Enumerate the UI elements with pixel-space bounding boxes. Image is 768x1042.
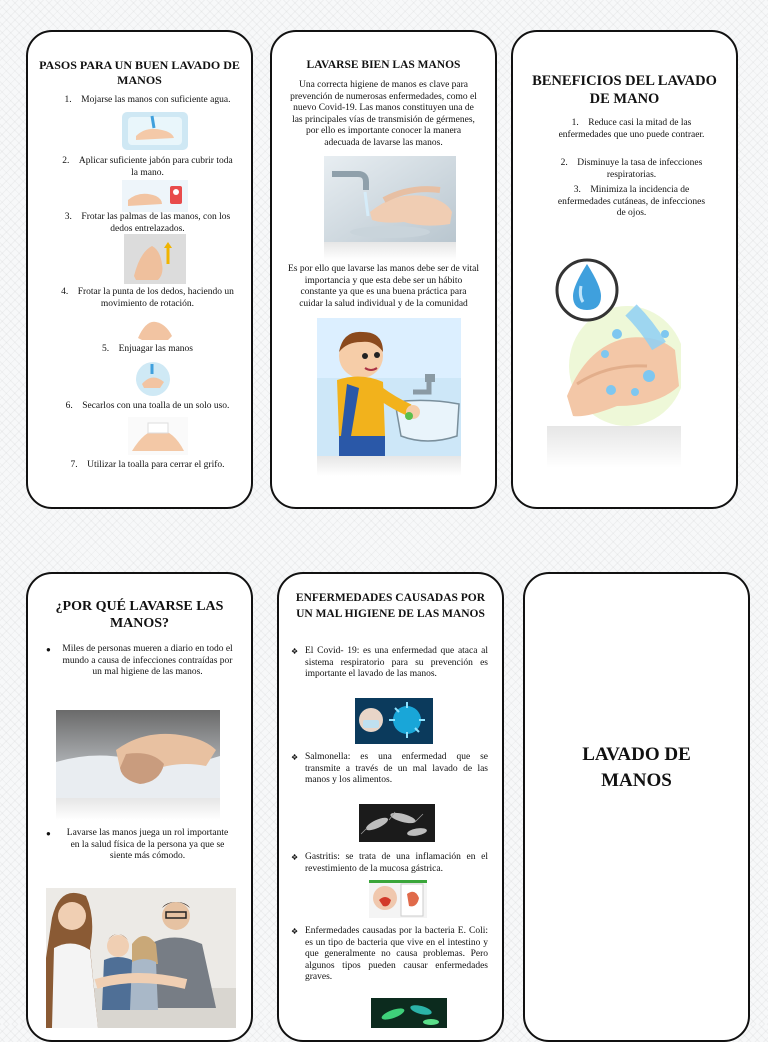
- why-bullet-2-text: Lavarse las manos juega un rol importante en la salud física de la persona ya que se siente más cómodo.: [66, 828, 229, 861]
- step-6: 6. Secarlos con una toalla de un solo uso.: [65, 401, 230, 411]
- step-6-image: [128, 417, 188, 455]
- disease-covid-text: El Covid- 19: es una enfermedad que ataca al sistema respiratorio para su prevención es importante el lavado de las manos.: [305, 646, 488, 679]
- panel-cover: [523, 572, 750, 1042]
- step-2-image: [122, 180, 188, 212]
- cover-title: LAVADO DE MANOS: [582, 744, 691, 791]
- steps-title: PASOS PARA UN BUEN LAVADO DE MANOS: [39, 58, 240, 87]
- wash-well-intro: Una correcta higiene de manos es clave para prevención de numerosas enfermedades, como el nuevo Covid-19. Las manos constituyen una de las principales vías de transmisión de gérmenes, por ello es importante conocer la manera adecuada de lavarse las manos.: [290, 80, 477, 148]
- benefit-3: 3. Minimiza la incidencia de enfermedades cutáneas, de infecciones de ojos.: [557, 185, 706, 218]
- disease-ecoli-text: Enfermedades causadas por la bacteria E. Coli: es un tipo de bacteria que vive en el intestino y que generalmente no causa problemas. Pero algunos tipos pueden causar enfermedades graves.: [305, 926, 488, 982]
- disease-salmonella: [291, 752, 488, 787]
- boy-illustration-reflection: [317, 456, 461, 476]
- step-5-image: [130, 360, 176, 398]
- diamond-bullet-icon: ❖: [291, 927, 299, 936]
- hands-holding-photo: [56, 710, 220, 798]
- wash-well-body: Es por ello que lavarse las manos debe ser de vital importancia y que esta debe ser un hábito constante ya que es una buena práctica para cuidar la salud individual y de la comunidad: [288, 264, 479, 309]
- step-3: 3. Frotar las palmas de las manos, con los dedos entrelazados.: [64, 212, 231, 234]
- hand-illustration-reflection: [547, 426, 681, 468]
- step-4: 4. Frotar la punta de los dedos, haciendo un movimiento de rotación.: [61, 287, 234, 309]
- step-1-image: [122, 112, 188, 150]
- panel-diseases: [277, 572, 504, 1042]
- disease-covid: [291, 646, 488, 681]
- step-2: 2. Aplicar suficiente jabón para cubrir toda la mano.: [62, 156, 233, 178]
- faucet-photo-reflection: [324, 242, 456, 260]
- why-bullet-2: [46, 828, 233, 863]
- faucet-photo: [324, 156, 456, 242]
- hands-photo-reflection: [56, 798, 220, 820]
- diamond-bullet-icon: ❖: [291, 647, 299, 656]
- step-4-image: [132, 314, 178, 342]
- boy-washing-illustration: [317, 318, 461, 456]
- disease-ecoli: [291, 926, 488, 984]
- family-photo: [46, 888, 236, 1028]
- benefit-1: 1. Reduce casi la mitad de las enfermedades que uno puede contraer.: [558, 118, 705, 140]
- panel-benefits: [511, 30, 738, 509]
- why-bullet-1: [46, 644, 233, 679]
- diamond-bullet-icon: ❖: [291, 753, 299, 762]
- diamond-bullet-icon: ❖: [291, 853, 299, 862]
- benefits-title: BENEFICIOS DEL LAVADO DE MANO: [532, 73, 717, 107]
- step-5: 5. Enjuagar las manos: [101, 344, 194, 354]
- step-3-image: [124, 234, 186, 284]
- benefit-2: 2. Disminuye la tasa de infecciones respiratorias.: [560, 158, 703, 180]
- disease-salmonella-text: Salmonella: es una enfermedad que se transmite a través de un mal lavado de las manos y los alimentos.: [305, 752, 488, 785]
- wash-well-title: LAVARSE BIEN LAS MANOS: [306, 59, 461, 71]
- gastritis-image: [369, 880, 427, 918]
- step-7: 7. Utilizar la toalla para cerrar el grifo.: [70, 460, 225, 470]
- disease-gastritis-text: Gastritis: se trata de una inflamación en el revestimiento de la mucosa gástrica.: [305, 852, 488, 874]
- panel-why: [26, 572, 253, 1042]
- panel-wash-well: [270, 30, 497, 509]
- why-bullet-1-text: Miles de personas mueren a diario en todo el mundo a causa de infecciones contraídas por un mal higiene de las manos.: [62, 644, 233, 677]
- diseases-title: ENFERMEDADES CAUSADAS POR UN MAL HIGIENE DE LAS MANOS: [295, 592, 486, 620]
- disease-gastritis: [291, 852, 488, 875]
- salmonella-image: [359, 804, 435, 842]
- why-title: ¿POR QUÉ LAVARSE LAS MANOS?: [55, 599, 224, 631]
- step-1: 1. Mojarse las manos con suficiente agua.: [64, 95, 231, 105]
- hand-water-drop-illustration: [547, 256, 681, 426]
- panel-steps: [26, 30, 253, 509]
- covid-image: [355, 698, 433, 744]
- bullet-dot-icon: ●: [46, 645, 51, 654]
- bullet-dot-icon: ●: [46, 829, 51, 838]
